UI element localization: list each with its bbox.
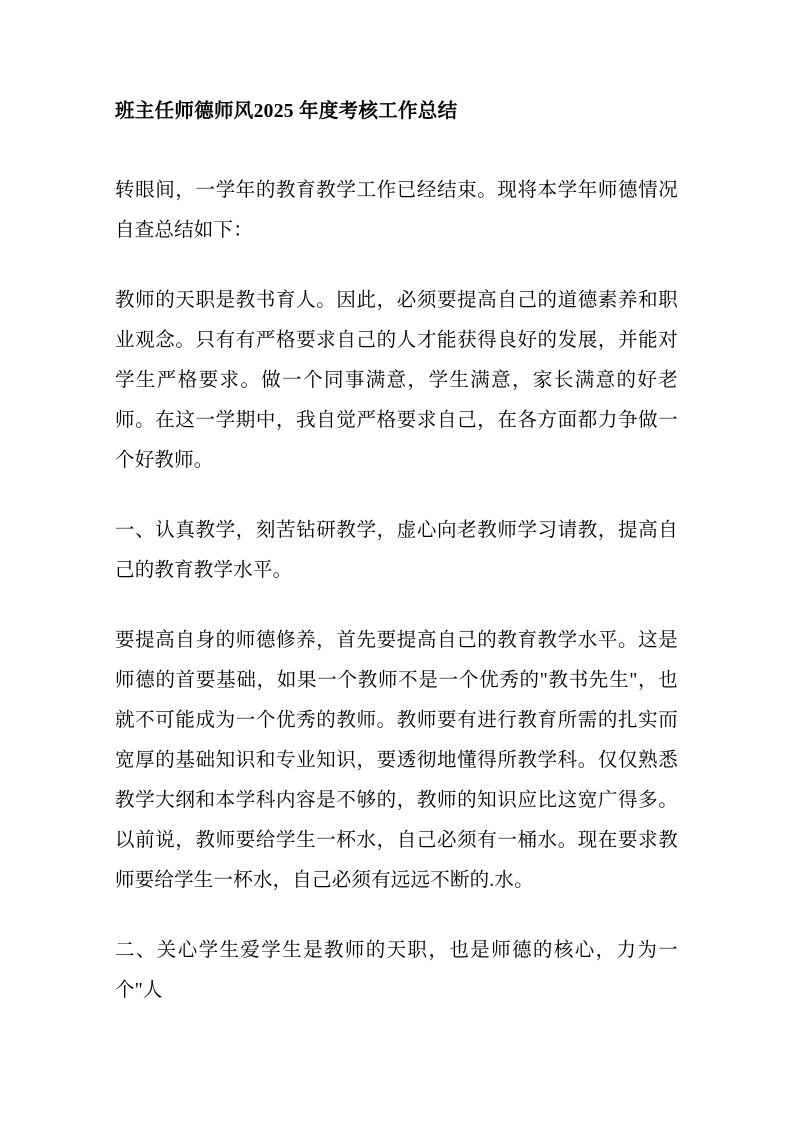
paragraph-1: 转眼间，一学年的教育教学工作已经结束。现将本学年师德情况自查总结如下：	[115, 180, 678, 242]
paragraph-3: 一、认真教学，刻苦钻研教学，虚心向老教师学习请教，提高自己的教育教学水平。	[115, 519, 678, 581]
paragraph-2: 教师的天职是教书育人。因此，必须要提高自己的道德素养和职业观念。只有有严格要求自己的人才能获得良好的发展，并能对学生严格要求。做一个同事满意，学生满意，家长满意的好老师。在这一学期中，我自觉严格要求自己，在各方面都力争做一个好教师。	[115, 290, 678, 471]
paragraph-4: 要提高自身的师德修养，首先要提高自己的教育教学水平。这是师德的首要基础，如果一个教师不是一个优秀的"教书先生"，也就不可能成为一个优秀的教师。教师要有进行教育所需的扎实而宽厚的基础知识和专业知识，要透彻地懂得所教学科。仅仅熟悉教学大纲和本学科内容是不够的，教师的知识应比这宽广得多。以前说，教师要给学生一杯水，自己必须有一桶水。现在要求教师要给学生一杯水，自己必须有远远不断的.水。	[115, 629, 678, 891]
page-title: 班主任师德师风2025 年度考核工作总结	[115, 101, 458, 122]
paragraph-5: 二、关心学生爱学生是教师的天职，也是师德的核心，力为一个"人	[115, 939, 678, 1001]
